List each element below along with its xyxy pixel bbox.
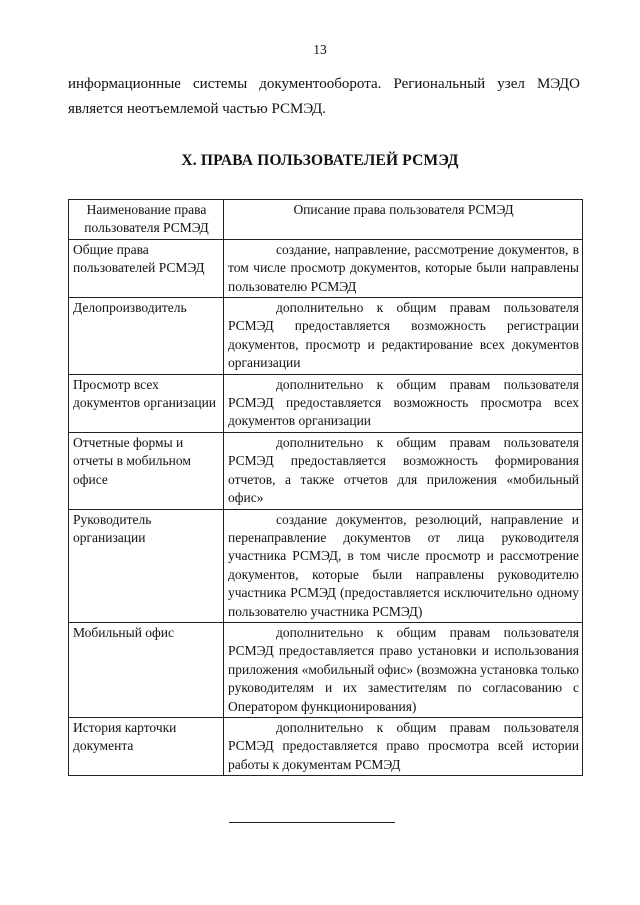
table-row xyxy=(69,509,583,622)
table-header-row xyxy=(69,200,583,240)
table-row xyxy=(69,239,583,297)
right-description: дополнительно к общим правам пользователя РСМЭД предоставляется возможность формирования отчетов, а также отчетов для приложения «мобильный офис» xyxy=(224,432,583,509)
right-name: Просмотр всех документов организации xyxy=(69,374,224,432)
right-description: дополнительно к общим правам пользователя РСМЭД предоставляется возможность просмотра всех документов организации xyxy=(224,374,583,432)
right-description: создание, направление, рассмотрение документов, в том числе просмотр документов, которые были направлены пользователю РСМЭД xyxy=(224,239,583,297)
right-name: Мобильный офис xyxy=(69,622,224,717)
header-right-name: Наименование права пользователя РСМЭД xyxy=(69,200,224,240)
right-name: История карточки документа xyxy=(69,717,224,775)
table-row xyxy=(69,298,583,375)
intro-text: информационные системы документооборота. Региональный узел МЭДО является неотъемлемой частью РСМЭД. xyxy=(68,76,580,117)
right-description: создание документов, резолюций, направление и перенаправление документов от лица руководителя участника РСМЭД, в том числе просмотр и рассмотрение документов, которые были направлены руководителю участника РСМЭД (предоставляется исключительно одному пользователю участника РСМЭД) xyxy=(224,509,583,622)
right-name: Общие права пользователей РСМЭД xyxy=(69,239,224,297)
right-description: дополнительно к общим правам пользователя РСМЭД предоставляется право установки и использования приложения «мобильный офис» (возможна установка только руководителям и их заместителям по согласованию с Оператором функционирования) xyxy=(224,622,583,717)
table-row xyxy=(69,374,583,432)
header-right-description: Описание права пользователя РСМЭД xyxy=(224,200,583,240)
footnote-separator xyxy=(229,822,395,823)
right-description: дополнительно к общим правам пользователя РСМЭД предоставляется право просмотра всей истории работы к документам РСМЭД xyxy=(224,717,583,775)
table-row xyxy=(69,432,583,509)
table-row xyxy=(69,622,583,717)
right-name: Делопроизводитель xyxy=(69,298,224,375)
user-rights-table xyxy=(68,199,583,776)
right-name: Руководитель организации xyxy=(69,509,224,622)
intro-paragraph xyxy=(68,72,580,122)
section-title: X. ПРАВА ПОЛЬЗОВАТЕЛЕЙ РСМЭД xyxy=(181,152,459,169)
page-number: 13 xyxy=(313,42,327,57)
right-description: дополнительно к общим правам пользователя РСМЭД предоставляется возможность регистрации документов, просмотр и редактирование всех документов организации xyxy=(224,298,583,375)
table-row xyxy=(69,717,583,775)
right-name: Отчетные формы и отчеты в мобильном офисе xyxy=(69,432,224,509)
